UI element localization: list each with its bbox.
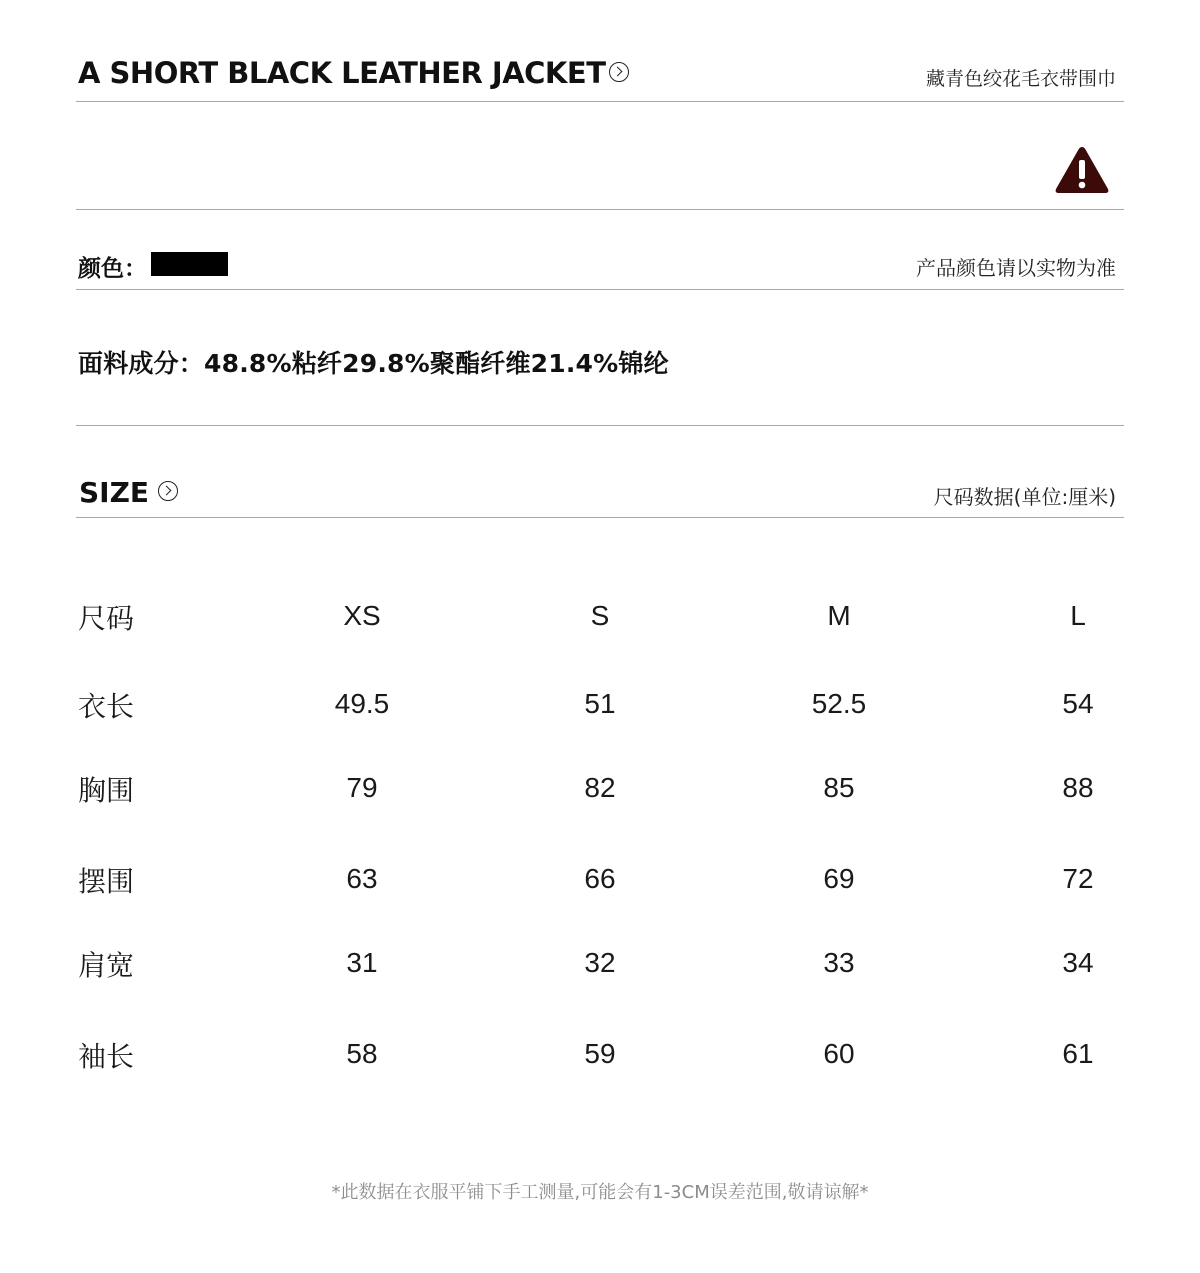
color-swatch[interactable] [151,252,228,276]
size-table-cell: 31 [346,947,378,978]
divider [76,425,1124,426]
product-title: A SHORT BLACK LEATHER JACKET [78,56,629,90]
size-table-cell: 54 [1062,688,1094,719]
divider [76,289,1124,290]
size-table-cell: 49.5 [334,688,390,719]
divider [76,209,1124,210]
color-disclaimer: 产品颜色请以实物为准 [916,256,1116,280]
size-table-row-label: 肩宽 [78,949,135,982]
size-table-cell: 58 [346,1038,378,1069]
warning-triangle-icon [1054,145,1110,195]
product-subtitle: 藏青色绞花毛衣带围巾 [925,68,1116,90]
size-table-header-cell: L [1070,600,1086,631]
divider [76,101,1124,102]
measurement-footnote: *此数据在衣服平铺下手工测量,可能会有1-3CM误差范围,敬请谅解* [331,1182,869,1203]
size-table-cell: 34 [1062,947,1094,978]
size-table-header-cell: S [590,600,610,631]
size-table-cell: 69 [823,863,855,894]
size-table-header-cell: M [827,600,851,631]
size-table-cell: 82 [584,772,616,803]
size-table-cell: 52.5 [811,688,867,719]
chevron-right-circle-icon[interactable] [158,481,178,501]
size-unit-note: 尺码数据(单位:厘米) [933,485,1116,509]
size-table-row-label: 袖长 [78,1040,135,1073]
fabric-composition: 面料成分：48.8%粘纤29.8%聚酯纤维21.4%锦纶 [78,349,669,378]
size-table-cell: 85 [823,772,855,803]
size-table-cell: 60 [823,1038,855,1069]
size-table-cell: 33 [823,947,855,978]
divider [76,517,1124,518]
size-table-cell: 32 [584,947,616,978]
size-table-cell: 51 [584,688,616,719]
size-table-cell: 72 [1062,863,1094,894]
size-table-cell: 63 [346,863,378,894]
size-table-corner-label: 尺码 [78,602,135,635]
size-section-title: SIZE [79,476,178,509]
chevron-right-circle-icon[interactable] [609,62,629,82]
size-table-cell: 61 [1062,1038,1094,1069]
size-table-row-label: 衣长 [78,690,135,723]
size-table-cell: 66 [584,863,616,894]
size-table-row-label: 摆围 [78,865,135,898]
size-table-row-label: 胸围 [78,774,135,807]
size-table-cell: 88 [1062,772,1094,803]
size-table-header-cell: XS [343,600,381,631]
size-table-cell: 59 [584,1038,616,1069]
color-label: 颜色： [78,256,147,282]
size-table-cell: 79 [346,772,378,803]
